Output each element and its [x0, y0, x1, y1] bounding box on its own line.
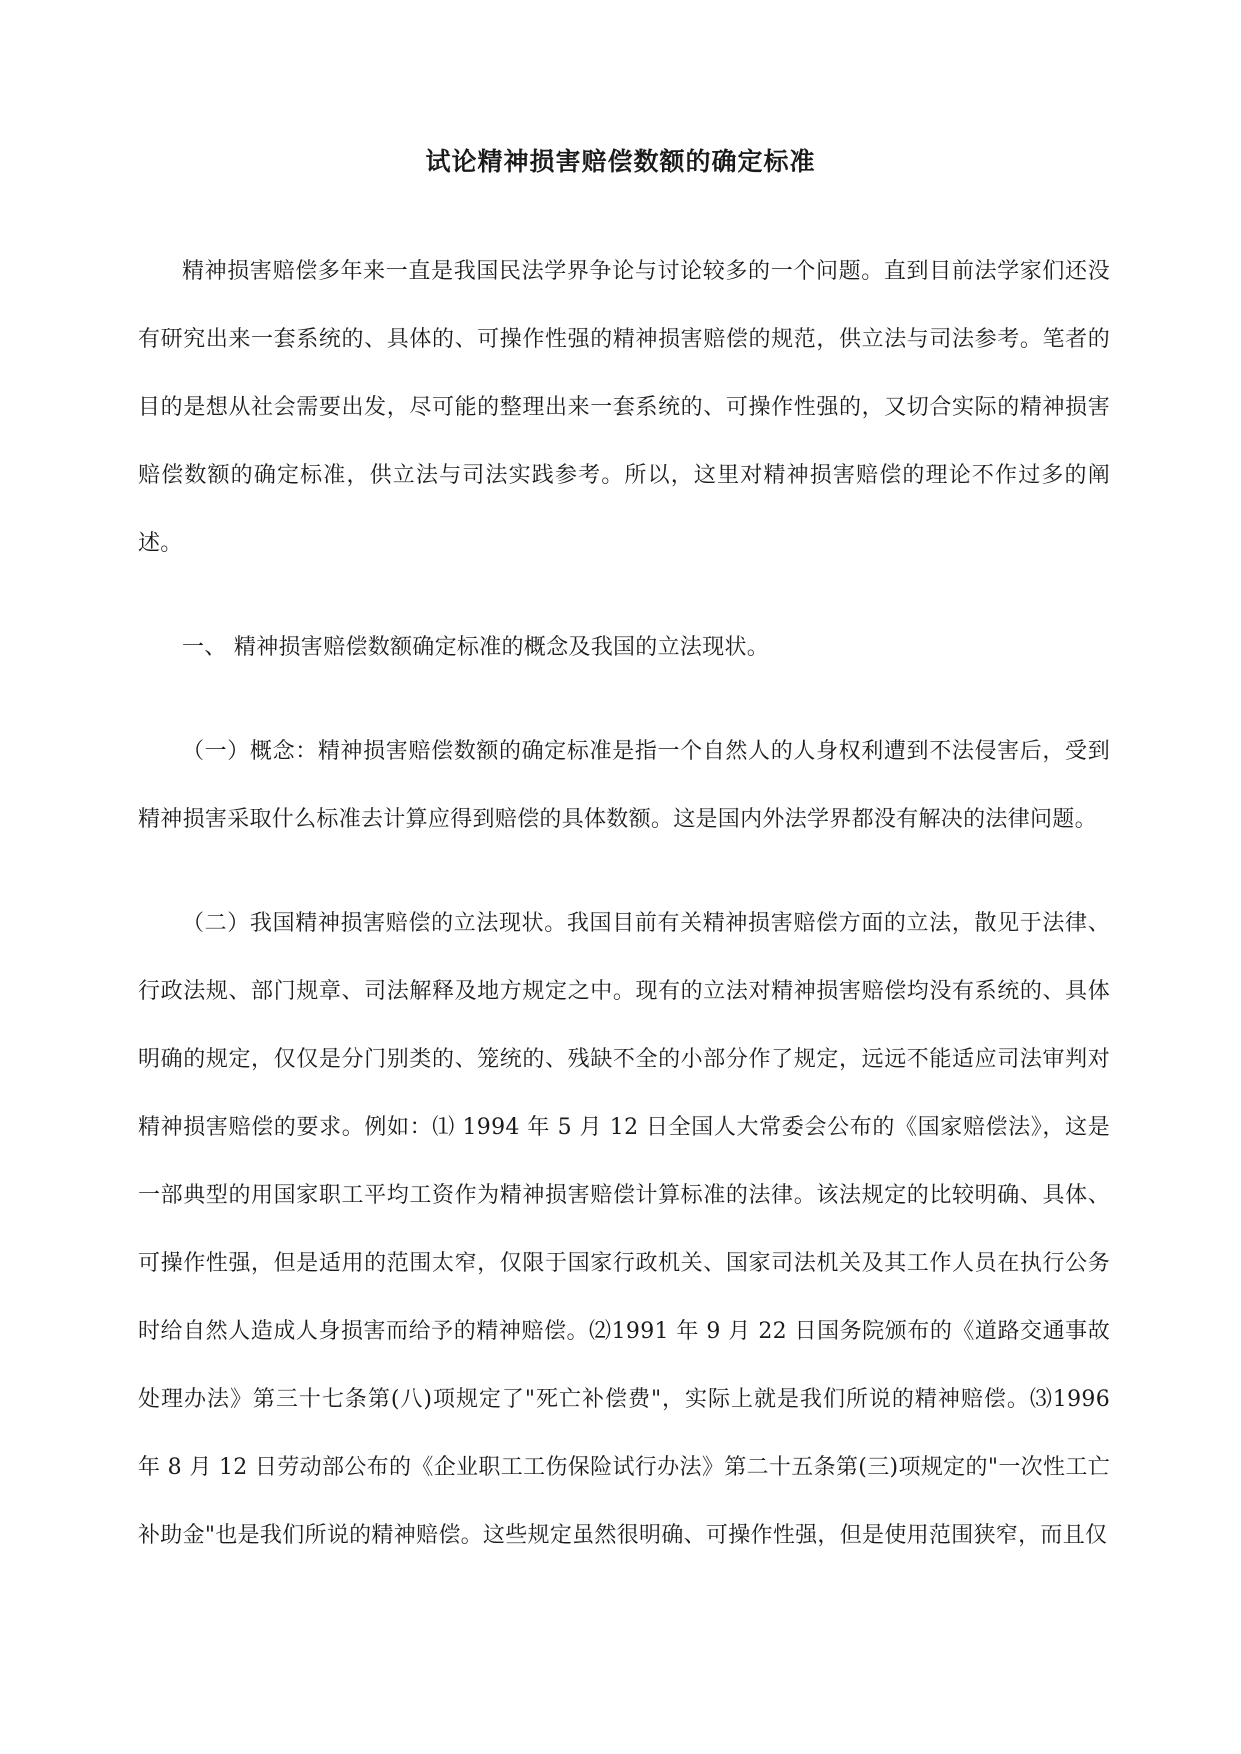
concept-paragraph: （一）概念：精神损害赔偿数额的确定标准是指一个自然人的人身权利遭到不法侵害后，受到精神损害采取什么标准去计算应得到赔偿的具体数额。这是国内外法学界都没有解决的法律问题。	[138, 739, 1110, 832]
document-body	[138, 238, 1110, 1570]
intro-paragraph: 精神损害赔偿多年来一直是我国民法学界争论与讨论较多的一个问题。直到目前法学家们还没有研究出来一套系统的、具体的、可操作性强的精神损害赔偿的规范，供立法与司法参考。笔者的目的是想从社会需要出发，尽可能的整理出来一套系统的、可操作性强的，又切合实际的精神损害赔偿数额的确定标准，供立法与司法实践参考。所以，这里对精神损害赔偿的理论不作过多的阐述。	[138, 259, 1110, 556]
document-title: 试论精神损害赔偿数额的确定标准	[425, 147, 816, 176]
legislation-paragraph: （二）我国精神损害赔偿的立法现状。我国目前有关精神损害赔偿方面的立法，散见于法律、行政法规、部门规章、司法解释及地方规定之中。现有的立法对精神损害赔偿均没有系统的、具体明确的规定，仅仅是分门别类的、笼统的、残缺不全的小部分作了规定，远远不能适应司法审判对精神损害赔偿的要求。例如：⑴ 1994 年 5 月 12 日全国人大常委会公布的《国家赔偿法》，这是一部典型的用国家职工平均工资作为精神损害赔偿计算标准的法律。该法规定的比较明确、具体、可操作性强，但是适用的范围太窄，仅限于国家行政机关、国家司法机关及其工作人员在执行公务时给自然人造成人身损害而给予的精神赔偿。⑵1991 年 9 月 22 日国务院颁布的《道路交通事故处理办法》第三十七条第(八)项规定了"死亡补偿费"，实际上就是我们所说的精神赔偿。⑶1996 年 8 月 12 日劳动部公布的《企业职工工伤保险试行办法》第二十五条第(三)项规定的"一次性工亡补助金"也是我们所说的精神赔偿。这些规定虽然很明确、可操作性强，但是使用范围狭窄，而且仅	[138, 911, 1110, 1548]
section-heading: 一、 精神损害赔偿数额确定标准的概念及我国的立法现状。	[182, 635, 770, 660]
